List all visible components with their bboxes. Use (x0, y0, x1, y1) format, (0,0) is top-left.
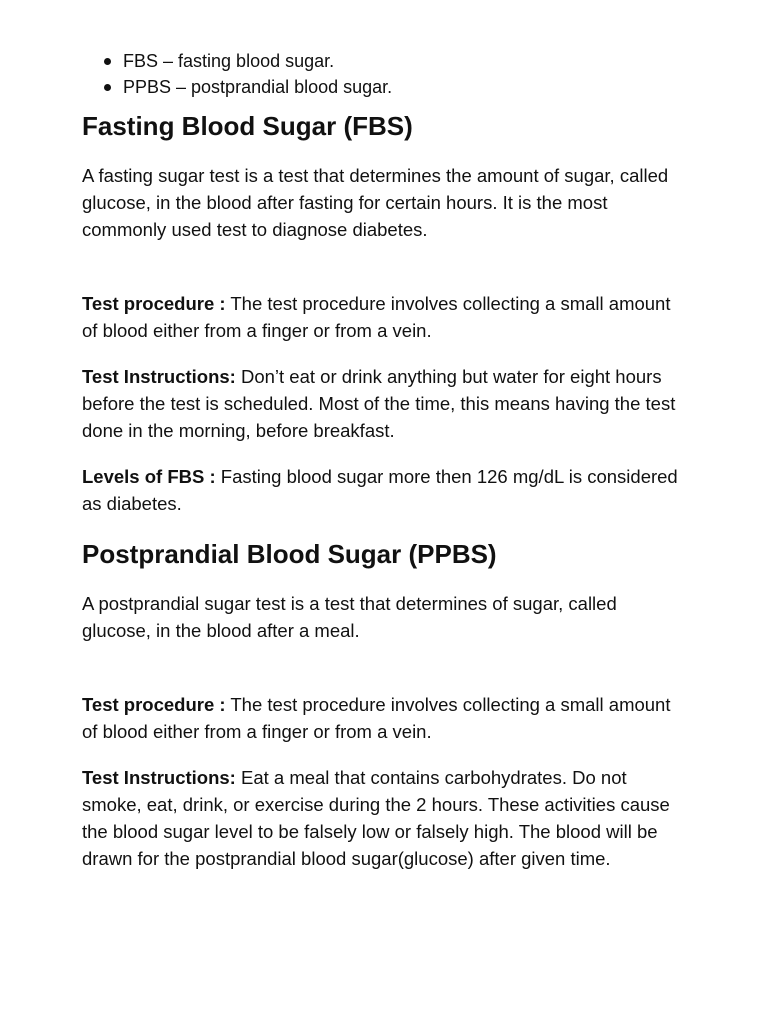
ppbs-heading: Postprandial Blood Sugar (PPBS) (82, 539, 497, 569)
ppbs-instructions-label: Test Instructions: (82, 767, 236, 788)
ppbs-intro-paragraph: A postprandial sugar test is a test that determines of sugar, called glucose, in the blood after a meal. (82, 593, 617, 641)
ppbs-procedure-label: Test procedure : (82, 694, 226, 715)
list-item-text: FBS – fasting blood sugar. (123, 51, 335, 71)
fbs-instructions-paragraph (82, 363, 682, 444)
fbs-procedure-text: The test procedure involves collecting a small amount of blood either from a finger or from a vein. (82, 293, 671, 341)
fbs-instructions-text: Don’t eat or drink anything but water for eight hours before the test is scheduled. Most of the time, this means having the test done in the morning, before breakfast. (82, 366, 676, 441)
bullet-icon (104, 58, 111, 65)
bullet-icon (104, 84, 111, 91)
ppbs-instructions-paragraph (82, 764, 682, 872)
ppbs-instructions-text: Eat a meal that contains carbohydrates. Do not smoke, eat, drink, or exercise during the 2 hours. These activities cause the blood sugar level to be falsely low or falsely high. The blood will be drawn for the postprandial blood sugar(glucose) after given time. (82, 767, 670, 869)
article-content (82, 48, 682, 872)
fbs-levels-label: Levels of FBS : (82, 466, 216, 487)
ppbs-procedure-text: The test procedure involves collecting a small amount of blood either from a finger or from a vein. (82, 694, 671, 742)
fbs-levels-text: Fasting blood sugar more then 126 mg/dL is considered as diabetes. (82, 466, 678, 514)
ppbs-procedure-paragraph (82, 691, 682, 745)
fbs-procedure-paragraph (82, 290, 682, 344)
fbs-levels-paragraph (82, 463, 682, 517)
fbs-instructions-label: Test Instructions: (82, 366, 236, 387)
fbs-procedure-label: Test procedure : (82, 293, 226, 314)
fbs-intro-paragraph: A fasting sugar test is a test that determines the amount of sugar, called glucose, in the blood after fasting for certain hours. It is the most commonly used test to diagnose diabetes. (82, 165, 669, 240)
list-item (82, 74, 682, 100)
list-item-text: PPBS – postprandial blood sugar. (123, 77, 393, 97)
list-item (82, 48, 682, 74)
test-types-list (82, 48, 682, 100)
fbs-heading: Fasting Blood Sugar (FBS) (82, 111, 413, 141)
